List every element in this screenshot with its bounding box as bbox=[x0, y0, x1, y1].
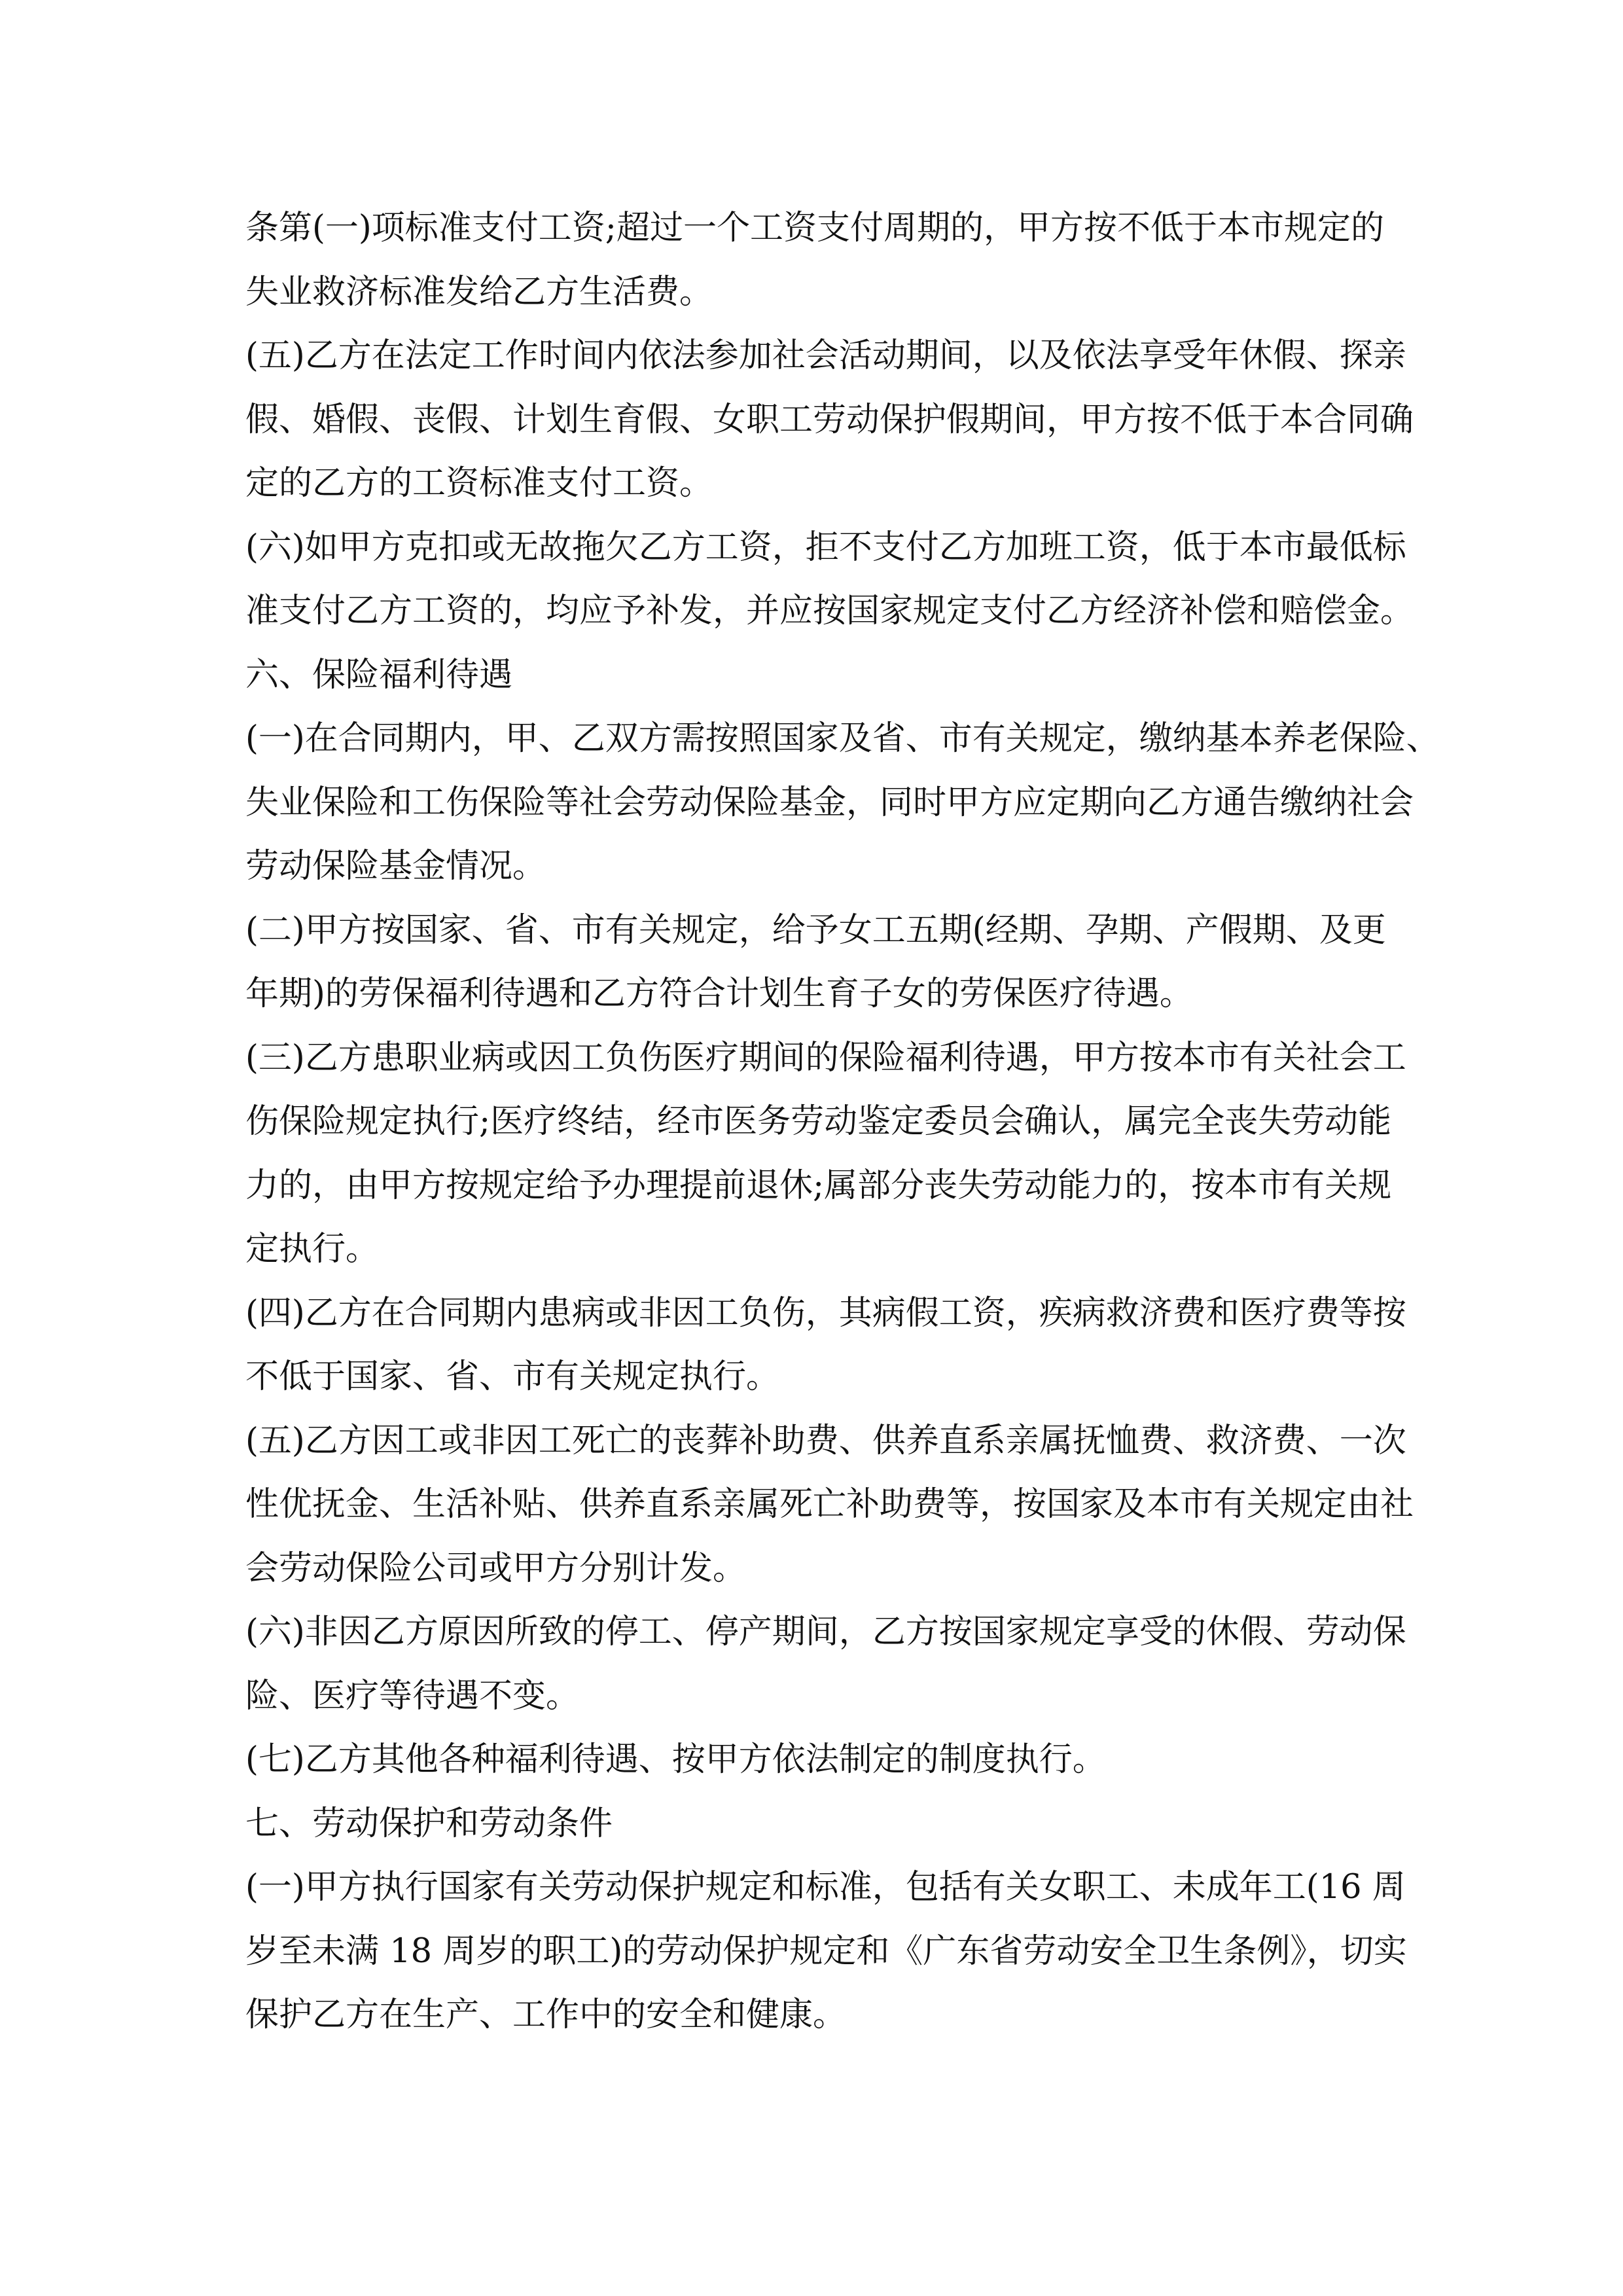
text-line: (六)非因乙方原因所致的停工、停产期间，乙方按国家规定享受的休假、劳动保 bbox=[245, 1613, 1406, 1651]
text-line: 准支付乙方工资的，均应予补发，并应按国家规定支付乙方经济补偿和赔偿金。 bbox=[245, 592, 1414, 630]
text-line: 伤保险规定执行;医疗终结，经市医务劳动鉴定委员会确认，属完全丧失劳动能 bbox=[245, 1102, 1392, 1141]
text-line: 失业保险和工伤保险等社会劳动保险基金，同时甲方应定期向乙方通告缴纳社会 bbox=[245, 783, 1414, 822]
text-line: (二)甲方按国家、省、市有关规定，给予女工五期(经期、孕期、产假期、及更 bbox=[245, 910, 1386, 950]
text-line: 条第(一)项标准支付工资;超过一个工资支付周期的，甲方按不低于本市规定的 bbox=[245, 209, 1384, 247]
text-line: 保护乙方在生产、工作中的安全和健康。 bbox=[245, 1996, 847, 2034]
text-line: 岁至未满 18 周岁的职工)的劳动保护规定和《广东省劳动安全卫生条例》，切实 bbox=[245, 1931, 1407, 1971]
text-line: (五)乙方在法定工作时间内依法参加社会活动期间，以及依法享受年休假、探亲 bbox=[245, 336, 1406, 375]
text-line: (四)乙方在合同期内患病或非因工负伤，其病假工资，疾病救济费和医疗费等按 bbox=[245, 1293, 1406, 1333]
text-line: 性优抚金、生活补贴、供养直系亲属死亡补助费等，按国家及本市有关规定由社 bbox=[245, 1485, 1414, 1524]
text-line: (一)甲方执行国家有关劳动保护规定和标准，包括有关女职工、未成年工(16 周 bbox=[245, 1868, 1406, 1907]
text-line: (五)乙方因工或非因工死亡的丧葬补助费、供养直系亲属抚恤费、救济费、一次 bbox=[245, 1421, 1406, 1460]
text-line: 力的，由甲方按规定给予办理提前退休;属部分丧失劳动能力的，按本市有关规 bbox=[245, 1166, 1392, 1205]
text-line: (六)如甲方克扣或无故拖欠乙方工资，拒不支付乙方加班工资，低于本市最低标 bbox=[245, 528, 1406, 567]
text-line: 失业救济标准发给乙方生活费。 bbox=[245, 272, 713, 312]
text-line: 劳动保险基金情况。 bbox=[245, 847, 546, 886]
text-line: 年期)的劳保福利待遇和乙方符合计划生育子女的劳保医疗待遇。 bbox=[245, 975, 1193, 1013]
text-line: 假、婚假、丧假、计划生育假、女职工劳动保护假期间，甲方按不低于本合同确 bbox=[245, 400, 1414, 439]
text-line: (三)乙方患职业病或因工负伤医疗期间的保险福利待遇，甲方按本市有关社会工 bbox=[245, 1038, 1406, 1077]
text-line: 会劳动保险公司或甲方分别计发。 bbox=[245, 1549, 747, 1588]
text-line: 不低于国家、省、市有关规定执行。 bbox=[245, 1357, 780, 1396]
text-line: 险、医疗等待遇不变。 bbox=[245, 1676, 580, 1715]
section-heading: 七、劳动保护和劳动条件 bbox=[245, 1804, 613, 1843]
text-line: 定执行。 bbox=[245, 1230, 380, 1268]
text-line: (一)在合同期内，甲、乙双方需按照国家及省、市有关规定，缴纳基本养老保险、 bbox=[245, 719, 1440, 758]
text-line: 定的乙方的工资标准支付工资。 bbox=[245, 464, 713, 503]
document-body bbox=[245, 196, 1440, 2047]
section-heading: 六、保险福利待遇 bbox=[245, 655, 513, 694]
text-line: (七)乙方其他各种福利待遇、按甲方依法制定的制度执行。 bbox=[245, 1740, 1106, 1779]
